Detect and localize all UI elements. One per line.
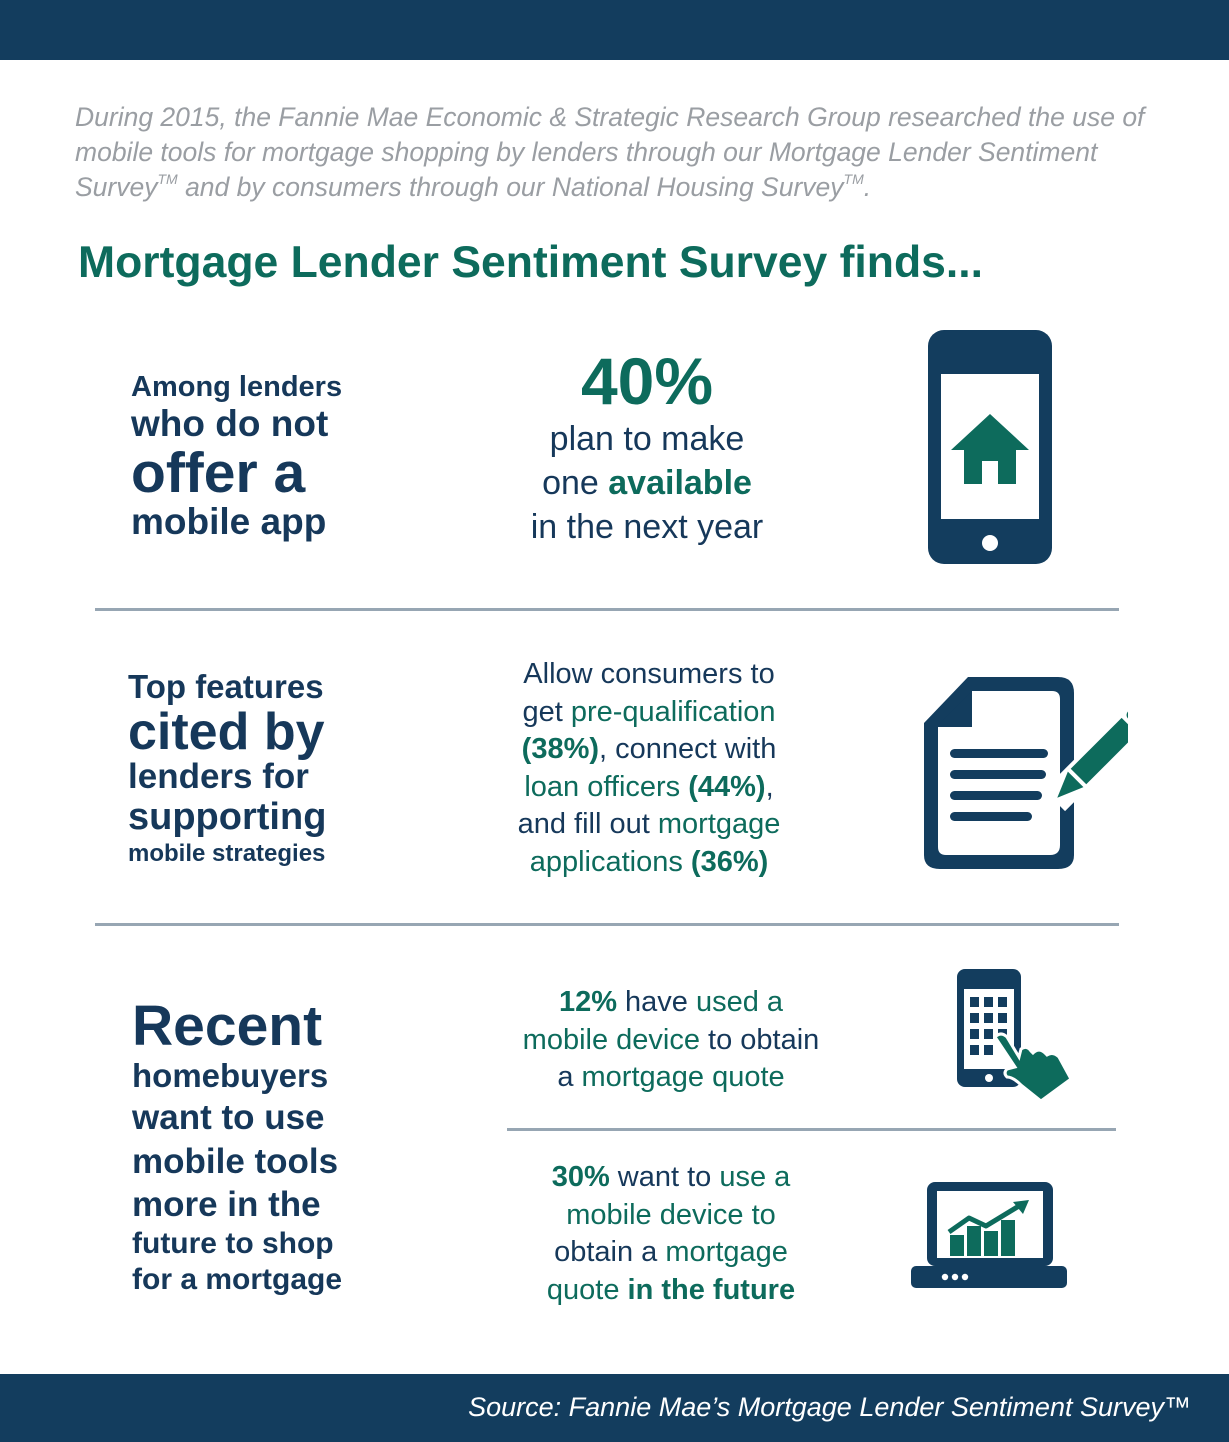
text-highlight: available [608,464,752,502]
text-highlight: use a [719,1161,791,1193]
section-heading: Mortgage Lender Sentiment Survey finds... [78,238,983,287]
divider [507,1128,1116,1131]
intro-part-3: . [863,172,872,202]
caption-line: mobile app [131,501,327,542]
text-highlight: pre-qualification [570,695,776,728]
section2-text-block [484,656,814,881]
caption-line: Recent [132,994,323,1058]
section3-stat-a [501,984,841,1097]
text-highlight: mobile device [522,1023,700,1056]
caption-line: offer a [131,441,306,505]
caption-line: want to use [132,1098,325,1137]
text-run: a [557,1061,582,1093]
percent-30: 30% [551,1161,610,1193]
text-line: mobile device to [566,1198,776,1231]
stat-40-percent: 40% [580,344,714,418]
caption-line: Top features [128,668,324,705]
text-line: Allow consumers to [523,658,775,690]
text-line [484,769,814,807]
text-run: to obtain [700,1023,820,1056]
text-run: one [542,464,609,502]
text-run: , connect with [599,733,777,765]
caption-line: who do not [131,403,329,444]
source-citation: Source: Fannie Mae’s Mortgage Lender Sentiment Survey™ [468,1392,1191,1422]
caption-line: supporting [128,796,327,838]
stat-line: in the next year [530,508,764,546]
percent-38: (38%) [521,733,600,765]
text-line [484,844,814,882]
percent-12: 12% [558,986,617,1018]
text-run: obtain a [554,1236,666,1268]
text-run: , [765,770,774,803]
text-line [484,731,814,769]
text-run: get [522,695,571,728]
stat-line: plan to make [549,420,745,458]
text-highlight: mortgage [665,1236,788,1268]
divider [95,608,1119,611]
document-pencil-icon [920,675,1128,871]
section3-caption [132,996,342,1298]
stat-line [487,461,807,505]
section3-stat-b [501,1159,841,1309]
text-run: have [616,986,696,1018]
caption-line: more in the [132,1185,321,1224]
tablet-touch-icon [955,967,1075,1105]
text-highlight: applications [529,845,691,878]
text-highlight: mortgage quote [581,1061,785,1093]
text-highlight: mortgage [657,808,781,840]
text-run: and fill out [517,808,658,840]
text-line [501,1059,841,1097]
caption-line: Among lenders [131,371,343,403]
percent-36: (36%) [690,845,769,878]
smartphone-home-icon [928,330,1054,566]
caption-line: homebuyers [132,1057,329,1094]
trademark-2: TM [843,171,864,187]
text-line [501,984,841,1022]
section1-caption [131,370,342,542]
trademark-1: TM [157,171,178,187]
laptop-chart-icon [911,1180,1069,1290]
text-highlight: quote [546,1273,628,1306]
text-highlight: used a [695,986,784,1018]
text-line [501,1159,841,1197]
caption-line: mobile strategies [128,840,326,867]
intro-text [75,100,1175,205]
text-highlight-bold: in the future [627,1273,796,1306]
caption-line: future to shop [132,1227,334,1260]
text-line [484,694,814,732]
caption-line: mobile tools [132,1142,339,1181]
text-line [501,1234,841,1272]
intro-part-2: and by consumers through our National Housing Survey [177,172,844,202]
text-line [484,806,814,844]
caption-line: for a mortgage [132,1263,343,1296]
text-run: want to [609,1161,720,1193]
divider [95,923,1119,926]
text-highlight: loan officers [524,770,689,803]
section2-caption [128,668,326,870]
text-line [501,1022,841,1060]
caption-line: lenders for [128,757,309,796]
top-banner [0,0,1229,60]
percent-44: (44%) [688,770,766,803]
section1-stat-block [487,345,807,549]
caption-line: cited by [128,703,325,761]
intro-part-1: During 2015, the Fannie Mae Economic & Strategic Research Group researched the use of mobile tools for mortgage shopping by lenders through our Mortgage Lender Sentiment Survey [75,102,1145,202]
text-line [501,1272,841,1310]
